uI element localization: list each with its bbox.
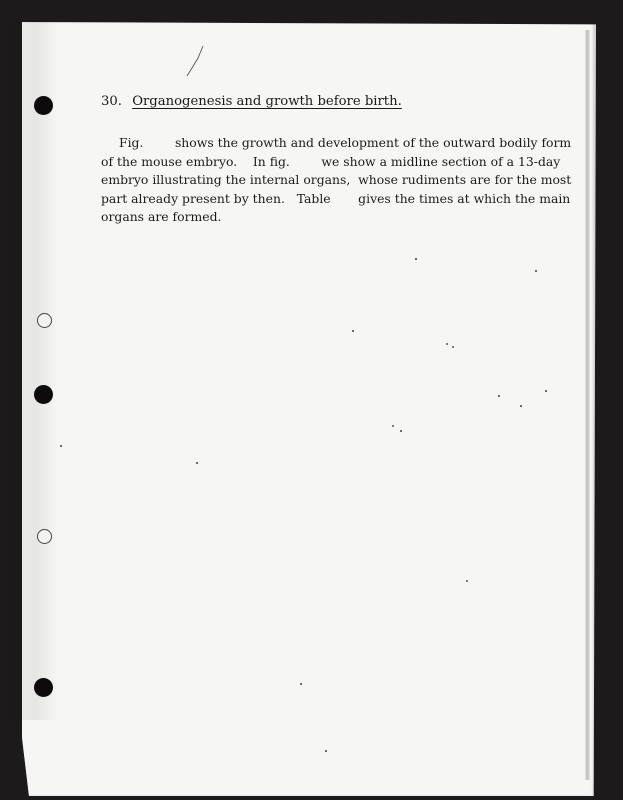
scan-speck — [446, 343, 448, 345]
scan-speck — [498, 395, 500, 397]
scan-speck — [520, 405, 522, 407]
scan-speck — [300, 683, 302, 685]
body-paragraph — [101, 134, 572, 227]
scan-speck — [415, 258, 417, 260]
punch-hole-ring — [37, 529, 52, 544]
scan-speck — [466, 580, 468, 582]
section-heading — [101, 94, 402, 109]
section-number: 30. — [101, 94, 122, 109]
punch-hole — [34, 96, 53, 115]
page-edge — [585, 30, 590, 780]
scan-speck — [400, 430, 402, 432]
section-title: Organogenesis and growth before birth. — [132, 94, 402, 109]
paragraph-line: Fig. shows the growth and development of the outward bodily form — [119, 135, 572, 150]
scan-speck — [392, 425, 394, 427]
scan-speck — [196, 462, 198, 464]
scan-speck — [60, 445, 62, 447]
paragraph-line: of the mouse embryo. In fig. we show a midline section of a 13-day — [101, 153, 561, 169]
paragraph-line: organs are formed. — [101, 209, 222, 224]
punch-hole — [34, 385, 53, 404]
scan-speck — [545, 390, 547, 392]
scan-speck — [325, 750, 327, 752]
scan-speck — [535, 270, 537, 272]
scan-speck — [352, 330, 354, 332]
punch-hole-ring — [37, 313, 52, 328]
paragraph-line: part already present by then. Table gives the times at which the main — [101, 190, 571, 206]
scan-speck — [452, 346, 454, 348]
punch-hole — [34, 678, 53, 697]
paragraph-line: embryo illustrating the internal organs, whose rudiments are for the most — [101, 172, 572, 187]
margin-shadow — [8, 20, 58, 720]
pencil-mark — [184, 44, 206, 78]
